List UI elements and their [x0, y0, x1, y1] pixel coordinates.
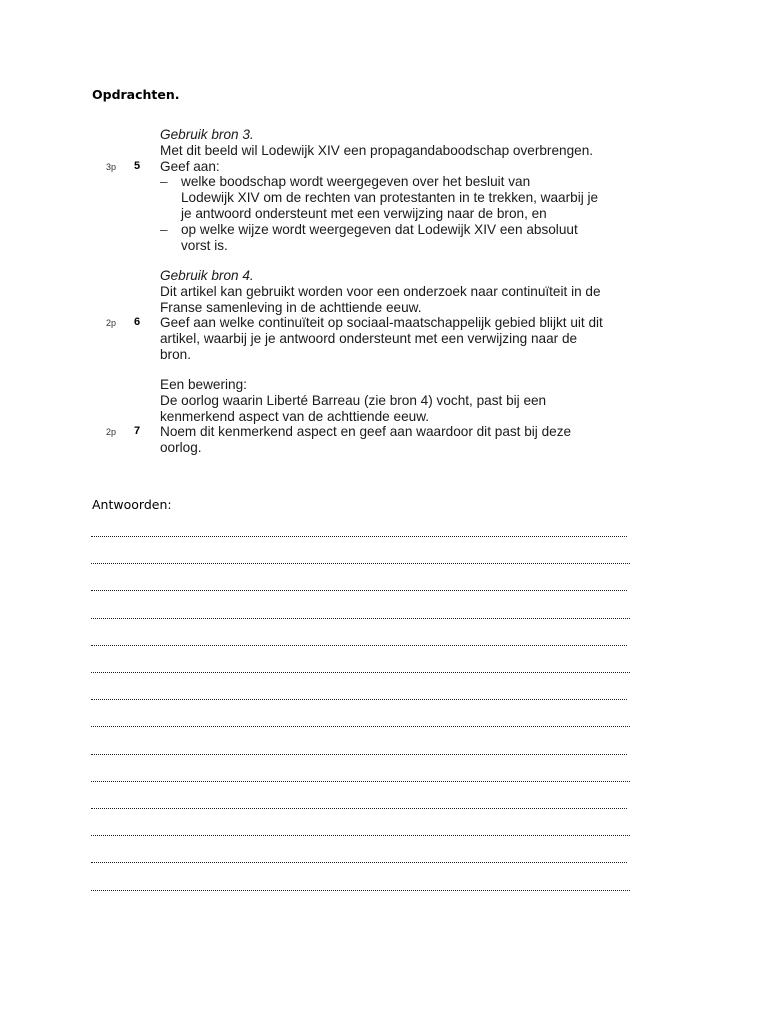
answer-line[interactable]	[91, 524, 627, 537]
points-label: 2p	[106, 318, 117, 329]
answer-line[interactable]	[91, 878, 630, 891]
source-reference: Gebruik bron 3.	[160, 127, 254, 142]
answer-line[interactable]	[91, 823, 630, 836]
question-text: Noem dit kenmerkend aspect en geef aan waardoor dit past bij deze	[160, 424, 572, 440]
intro-text: Dit artikel kan gebruikt worden voor een onderzoek naar continuïteit in de	[160, 283, 601, 299]
bullet-text: Lodewijk XIV om de rechten van protestanten in te trekken, waarbij je	[181, 190, 599, 206]
question-text: bron.	[160, 346, 191, 362]
source-reference: Gebruik bron 4.	[160, 268, 254, 283]
question-5	[100, 127, 660, 253]
points-label: 2p	[106, 427, 117, 438]
question-text: Geef aan welke continuïteit op sociaal-maatschappelijk gebied blijkt uit dit	[160, 315, 603, 331]
answer-line[interactable]	[91, 769, 630, 782]
intro-text: Met dit beeld wil Lodewijk XIV een propagandaboodschap overbrengen.	[160, 142, 594, 158]
question-text: artikel, waarbij je je antwoord ondersteunt met een verwijzing naar de	[160, 331, 578, 347]
question-text: Geef aan:	[160, 158, 220, 174]
answer-line[interactable]	[91, 606, 630, 619]
answers-label: Antwoorden:	[92, 497, 172, 512]
question-text: oorlog.	[160, 440, 202, 456]
bullet-text: vorst is.	[181, 237, 228, 253]
question-7	[100, 377, 660, 456]
question-number: 6	[134, 316, 141, 329]
bullet-text: welke boodschap wordt weergegeven over het besluit van	[181, 174, 531, 190]
intro-text: kenmerkend aspect van de achttiende eeuw.	[160, 408, 430, 424]
bullet-text: op welke wijze wordt weergegeven dat Lodewijk XIV een absoluut	[181, 221, 578, 237]
answer-line[interactable]	[91, 578, 627, 591]
answer-line[interactable]	[91, 660, 630, 673]
question-number: 7	[134, 425, 141, 438]
intro-text: De oorlog waarin Liberté Barreau (zie bron 4) vocht, past bij een	[160, 392, 547, 408]
answer-line[interactable]	[91, 714, 630, 727]
answer-line[interactable]	[91, 633, 627, 646]
answer-line[interactable]	[91, 796, 627, 809]
intro-text: Een bewering:	[160, 377, 247, 392]
bullet-dash: –	[160, 221, 168, 237]
intro-text: Franse samenleving in de achttiende eeuw.	[160, 299, 422, 315]
bullet-dash: –	[160, 174, 168, 190]
points-label: 3p	[106, 161, 117, 172]
page-heading: Opdrachten.	[92, 87, 180, 102]
answer-line[interactable]	[91, 687, 627, 700]
question-number: 5	[134, 159, 141, 172]
answer-line[interactable]	[91, 742, 627, 755]
question-6	[100, 268, 660, 363]
answer-line[interactable]	[91, 850, 627, 863]
answer-line[interactable]	[91, 551, 630, 564]
bullet-text: je antwoord ondersteunt met een verwijzing naar de bron, en	[181, 205, 547, 221]
